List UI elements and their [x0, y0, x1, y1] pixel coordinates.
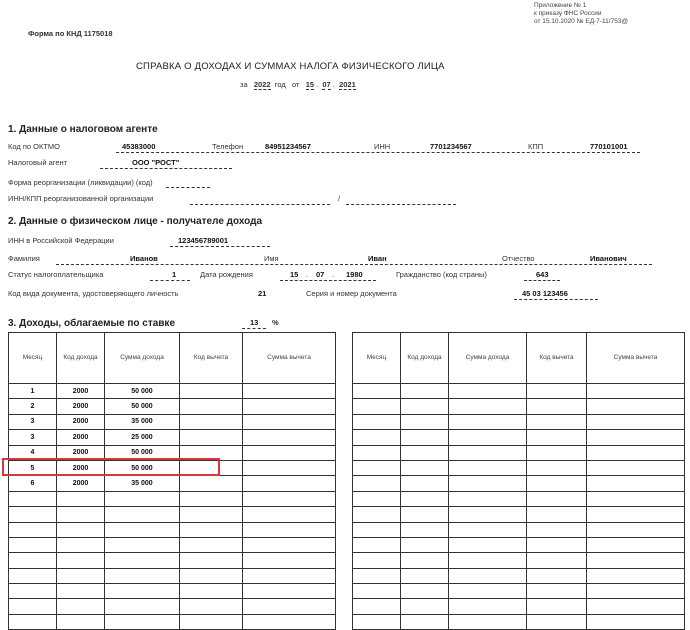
reorg-underline — [166, 187, 210, 188]
cell-deduction-code — [180, 537, 243, 552]
cell-income-amount: 35 000 — [105, 414, 180, 429]
cell-deduction-code — [527, 414, 587, 429]
cell-month: 4 — [9, 445, 57, 460]
cell-income-code — [401, 399, 449, 414]
reorg-inn-underline — [190, 204, 330, 205]
section1-row1-underline — [116, 152, 640, 153]
cell-deduction-code — [527, 599, 587, 614]
cell-deduction-code — [527, 507, 587, 522]
col-deduction-amount: Сумма вычета — [243, 333, 336, 384]
reorg-kpp-underline — [346, 204, 456, 205]
col-income-amount: Сумма дохода — [105, 333, 180, 384]
table-row — [353, 584, 685, 599]
cell-deduction-amount — [243, 476, 336, 491]
status-value: 1 — [172, 270, 177, 279]
cell-month — [353, 568, 401, 583]
cell-income-amount — [449, 614, 527, 629]
cell-income-code — [57, 522, 105, 537]
cell-income-amount — [105, 553, 180, 568]
cell-income-code — [401, 537, 449, 552]
cell-income-amount — [449, 599, 527, 614]
section3-heading: 3. Доходы, облагаемые по ставке — [8, 318, 176, 329]
table-row — [9, 399, 336, 414]
phone-label: Телефон — [212, 142, 244, 151]
cell-income-amount — [105, 537, 180, 552]
table-row — [353, 476, 685, 491]
cell-income-amount — [105, 568, 180, 583]
cell-income-code — [401, 476, 449, 491]
cell-income-code — [401, 522, 449, 537]
col-income-amount-right: Сумма дохода — [449, 333, 527, 384]
cell-deduction-code — [180, 584, 243, 599]
table-row — [9, 491, 336, 506]
oktmo-label: Код по ОКТМО — [8, 142, 61, 151]
cell-month — [9, 614, 57, 629]
cell-month — [9, 537, 57, 552]
cell-month — [353, 584, 401, 599]
doc-series-underline — [514, 299, 598, 300]
cell-income-amount — [449, 476, 527, 491]
cell-month — [9, 507, 57, 522]
doc-series-value: 45 03 123456 — [522, 289, 568, 298]
cell-income-code — [401, 384, 449, 399]
cell-deduction-amount — [243, 522, 336, 537]
cell-income-amount — [105, 599, 180, 614]
cell-deduction-code — [180, 568, 243, 583]
cell-deduction-amount — [243, 584, 336, 599]
tax-rate: 13 — [250, 318, 259, 327]
cell-income-amount — [105, 491, 180, 506]
person-inn-label: ИНН в Российской Федерации — [8, 236, 114, 245]
separator-slash: / — [338, 194, 341, 203]
cell-deduction-amount — [587, 384, 685, 399]
table-row — [9, 584, 336, 599]
cell-deduction-amount — [587, 553, 685, 568]
cell-deduction-code — [527, 491, 587, 506]
cell-deduction-amount — [587, 614, 685, 629]
table-row — [9, 476, 336, 491]
patronymic-label: Отчество — [502, 254, 535, 263]
cell-deduction-amount — [243, 553, 336, 568]
cell-month — [353, 522, 401, 537]
col-month: Месяц — [9, 333, 57, 384]
agent-kpp-value: 770101001 — [590, 142, 628, 151]
cell-deduction-code — [527, 553, 587, 568]
cell-deduction-code — [180, 476, 243, 491]
doc-series-label: Серия и номер документа — [306, 289, 397, 298]
cell-income-code: 2000 — [57, 384, 105, 399]
highlight-box — [2, 458, 220, 476]
cell-deduction-amount — [587, 430, 685, 445]
cell-income-amount: 50 000 — [105, 460, 180, 475]
cell-deduction-code — [180, 399, 243, 414]
table-row — [9, 614, 336, 629]
cell-deduction-code — [180, 491, 243, 506]
agent-inn-label: ИНН — [374, 142, 391, 151]
birth-underline — [280, 280, 376, 281]
income-table-left — [8, 332, 336, 630]
form-code: Форма по КНД 1175018 — [28, 29, 113, 38]
table-row — [9, 414, 336, 429]
agent-kpp-label: КПП — [528, 142, 544, 151]
cell-deduction-code — [180, 507, 243, 522]
cell-deduction-amount — [243, 414, 336, 429]
status-label: Статус налогоплательщика — [8, 270, 104, 279]
cell-deduction-amount — [587, 522, 685, 537]
doc-label: Код вида документа, удостоверяющего личность — [8, 289, 179, 298]
cell-deduction-amount — [243, 507, 336, 522]
cell-deduction-amount — [587, 414, 685, 429]
cell-income-amount — [449, 414, 527, 429]
cell-deduction-amount — [243, 491, 336, 506]
agent-inn-value: 7701234567 — [430, 142, 472, 151]
tax-rate-underline — [242, 328, 266, 329]
cell-deduction-amount — [243, 384, 336, 399]
period-month: 07 — [322, 80, 331, 89]
birth-month: 07 — [316, 270, 325, 279]
cell-income-code — [57, 491, 105, 506]
cell-income-code — [401, 445, 449, 460]
table-row — [9, 537, 336, 552]
cell-month — [353, 476, 401, 491]
cell-deduction-amount — [587, 537, 685, 552]
cell-month — [9, 584, 57, 599]
cell-income-amount — [105, 522, 180, 537]
cell-month — [9, 553, 57, 568]
approval-line-3: от 15.10.2020 № ЕД-7-11/753@ — [534, 18, 629, 25]
table-row — [9, 522, 336, 537]
cell-month: 3 — [9, 414, 57, 429]
cell-income-code: 2000 — [57, 460, 105, 475]
cell-deduction-amount — [587, 445, 685, 460]
cell-income-code — [401, 430, 449, 445]
cell-deduction-code — [527, 568, 587, 583]
period-prefix: за — [240, 80, 248, 89]
cell-deduction-amount — [587, 460, 685, 475]
cell-deduction-code — [180, 522, 243, 537]
section2-heading: 2. Данные о физическом лице - получателе дохода — [8, 216, 263, 227]
cell-month — [353, 599, 401, 614]
period-year-label: год — [274, 80, 286, 89]
cell-deduction-code — [180, 384, 243, 399]
cell-deduction-code — [527, 537, 587, 552]
cell-deduction-code — [527, 584, 587, 599]
cell-income-code — [57, 614, 105, 629]
citizenship-label: Гражданство (код страны) — [396, 270, 487, 279]
table-row — [9, 384, 336, 399]
cell-month — [9, 599, 57, 614]
citizenship-value: 643 — [536, 270, 549, 279]
approval-line-1: Приложение № 1 — [534, 2, 587, 9]
cell-income-amount — [105, 614, 180, 629]
cell-income-amount — [449, 537, 527, 552]
cell-income-code — [57, 507, 105, 522]
name-value: Иван — [368, 254, 387, 263]
col-deduction-amount-right: Сумма вычета — [587, 333, 685, 384]
table-row — [353, 414, 685, 429]
table-row — [353, 399, 685, 414]
birth-day: 15 — [290, 270, 299, 279]
table-row — [9, 430, 336, 445]
surname-label: Фамилия — [8, 254, 40, 263]
cell-income-code — [57, 553, 105, 568]
cell-income-amount — [449, 522, 527, 537]
cell-income-code — [401, 614, 449, 629]
cell-income-amount — [449, 384, 527, 399]
cell-income-code: 2000 — [57, 399, 105, 414]
cell-month: 1 — [9, 384, 57, 399]
approval-line-2: к приказу ФНС России — [534, 10, 602, 17]
table-row — [353, 491, 685, 506]
table-row — [353, 430, 685, 445]
cell-income-code — [401, 491, 449, 506]
cell-income-amount: 50 000 — [105, 384, 180, 399]
cell-deduction-code — [180, 614, 243, 629]
cell-income-amount — [449, 507, 527, 522]
period-line: за 2022 год от 15 . 07 . 2021 — [240, 80, 356, 89]
col-month-right: Месяц — [353, 333, 401, 384]
col-income-code: Код дохода — [57, 333, 105, 384]
cell-deduction-amount — [243, 568, 336, 583]
cell-income-amount: 50 000 — [105, 445, 180, 460]
person-inn-underline — [170, 246, 270, 247]
income-table-right — [352, 332, 685, 630]
table-row — [353, 522, 685, 537]
cell-income-amount — [449, 399, 527, 414]
cell-income-code — [401, 414, 449, 429]
cell-income-amount: 35 000 — [105, 476, 180, 491]
birth-year: 1980 — [346, 270, 363, 279]
cell-month — [9, 491, 57, 506]
cell-deduction-code — [180, 414, 243, 429]
cell-deduction-amount — [243, 430, 336, 445]
table-row — [9, 507, 336, 522]
cell-income-amount — [105, 584, 180, 599]
cell-month — [353, 384, 401, 399]
surname-value: Иванов — [130, 254, 158, 263]
cell-month: 6 — [9, 476, 57, 491]
cell-income-code — [401, 507, 449, 522]
cell-month: 2 — [9, 399, 57, 414]
cell-deduction-amount — [243, 399, 336, 414]
cell-month — [353, 614, 401, 629]
cell-deduction-code — [180, 599, 243, 614]
oktmo-value: 45383000 — [122, 142, 156, 151]
cell-income-code — [57, 584, 105, 599]
cell-month — [353, 414, 401, 429]
cell-deduction-code — [527, 399, 587, 414]
cell-deduction-amount — [243, 599, 336, 614]
patronymic-value: Иванович — [590, 254, 627, 263]
col-deduction-code-right: Код вычета — [527, 333, 587, 384]
cell-income-amount — [449, 584, 527, 599]
cell-income-amount — [449, 460, 527, 475]
table-row — [353, 460, 685, 475]
table-row — [9, 568, 336, 583]
cell-deduction-amount — [587, 476, 685, 491]
cell-month — [353, 507, 401, 522]
table-row — [353, 384, 685, 399]
cell-month — [353, 537, 401, 552]
cell-deduction-amount — [243, 460, 336, 475]
cell-income-code — [401, 599, 449, 614]
cell-month — [353, 430, 401, 445]
tax-rate-unit: % — [272, 318, 279, 327]
period-date-prefix: от — [291, 80, 300, 89]
citizenship-underline — [524, 280, 560, 281]
table-row — [9, 553, 336, 568]
period-day: 15 — [305, 80, 315, 89]
status-underline — [150, 280, 190, 281]
table-row — [9, 599, 336, 614]
cell-income-code: 2000 — [57, 430, 105, 445]
cell-income-amount — [449, 445, 527, 460]
cell-deduction-amount — [587, 491, 685, 506]
fio-underline — [56, 264, 652, 265]
cell-deduction-amount — [587, 568, 685, 583]
table-row — [353, 599, 685, 614]
cell-deduction-code — [527, 384, 587, 399]
cell-income-amount — [449, 568, 527, 583]
table-row — [353, 445, 685, 460]
birth-dot-2: . — [332, 270, 335, 279]
table-row — [353, 568, 685, 583]
cell-month — [353, 553, 401, 568]
cell-month — [353, 445, 401, 460]
col-deduction-code: Код вычета — [180, 333, 243, 384]
cell-month — [9, 522, 57, 537]
cell-income-code — [401, 553, 449, 568]
cell-income-amount — [105, 507, 180, 522]
cell-income-amount — [449, 553, 527, 568]
cell-deduction-amount — [587, 507, 685, 522]
agent-underline — [100, 168, 232, 169]
cell-deduction-code — [180, 553, 243, 568]
agent-value: ООО "РОСТ" — [132, 158, 180, 167]
cell-deduction-code — [527, 460, 587, 475]
cell-month — [353, 399, 401, 414]
cell-income-amount: 50 000 — [105, 399, 180, 414]
cell-income-code — [401, 584, 449, 599]
cell-income-code: 2000 — [57, 445, 105, 460]
birth-label: Дата рождения — [200, 270, 253, 279]
cell-income-code: 2000 — [57, 414, 105, 429]
person-inn-value: 123456789001 — [178, 236, 229, 245]
period-year: 2022 — [253, 80, 271, 89]
birth-dot-1: . — [306, 270, 309, 279]
cell-income-code — [401, 568, 449, 583]
cell-deduction-amount — [243, 614, 336, 629]
cell-deduction-code — [527, 430, 587, 445]
table-row — [353, 553, 685, 568]
document-title: СПРАВКА О ДОХОДАХ И СУММАХ НАЛОГА ФИЗИЧЕСКОГО ЛИЦА — [136, 61, 445, 72]
cell-deduction-code — [527, 522, 587, 537]
period-date-year: 2021 — [339, 80, 356, 89]
cell-month — [353, 460, 401, 475]
cell-income-code — [57, 599, 105, 614]
cell-income-code — [57, 537, 105, 552]
reorg-inn-kpp-label: ИНН/КПП реорганизованной организации — [8, 194, 154, 203]
cell-deduction-code — [527, 476, 587, 491]
cell-income-amount — [449, 430, 527, 445]
cell-month: 3 — [9, 430, 57, 445]
col-income-code-right: Код дохода — [401, 333, 449, 384]
cell-deduction-code — [180, 430, 243, 445]
cell-deduction-amount — [587, 599, 685, 614]
cell-deduction-code — [527, 614, 587, 629]
table-row — [353, 537, 685, 552]
cell-month — [353, 491, 401, 506]
cell-deduction-amount — [243, 537, 336, 552]
cell-month: 5 — [9, 460, 57, 475]
phone-value: 84951234567 — [265, 142, 311, 151]
table-row — [353, 614, 685, 629]
cell-income-code — [57, 568, 105, 583]
cell-deduction-amount — [243, 445, 336, 460]
doc-code: 21 — [258, 289, 267, 298]
section1-heading: 1. Данные о налоговом агенте — [8, 124, 158, 135]
cell-income-code — [401, 460, 449, 475]
cell-deduction-amount — [587, 584, 685, 599]
cell-income-code: 2000 — [57, 476, 105, 491]
reorg-label: Форма реорганизации (ликвидации) (код) — [8, 178, 153, 187]
agent-label: Налоговый агент — [8, 158, 68, 167]
cell-income-amount: 25 000 — [105, 430, 180, 445]
cell-deduction-amount — [587, 399, 685, 414]
cell-month — [9, 568, 57, 583]
name-label: Имя — [264, 254, 279, 263]
cell-income-amount — [449, 491, 527, 506]
table-row — [353, 507, 685, 522]
cell-deduction-code — [527, 445, 587, 460]
